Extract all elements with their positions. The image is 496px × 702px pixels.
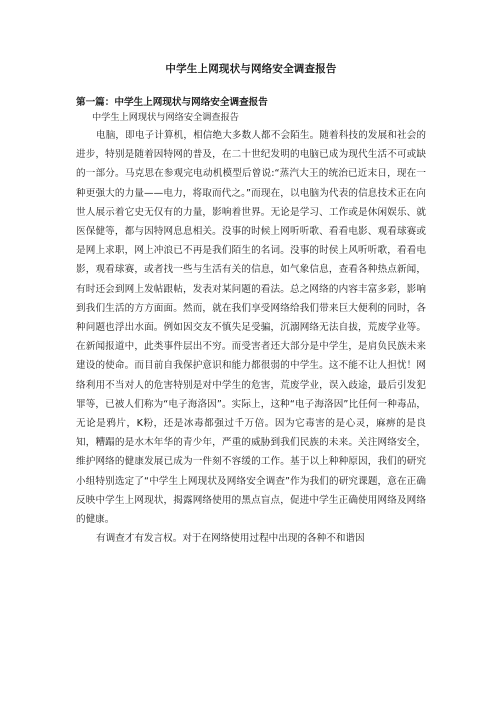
section-heading: 第一篇：中学生上网现状与网络安全调查报告 [76, 97, 268, 108]
body-paragraph-2: 有调查才有发言权。对于在网络使用过程中出现的各种不和谐因 [96, 533, 365, 545]
sub-heading: 中学生上网现状与网络安全调查报告 [92, 112, 239, 123]
body-paragraph-1: 电脑，即电子计算机，相信绝大多数人都不会陌生。随着科技的发展和社会的进步，特别是随着因特网的普及，在二十世纪发明的电脑已成为现代生活不可或缺的一部分。马克思在参观完电动机模型后曾说:“蒸汽大王的统治已近末日，现在一种更强大的力量——电力，将取而代之。”而现在，以电脑为代表的信息技术正在向世人展示着它史无仅有的力量，影响着世界。无论是学习、工作或是休闲娱乐、就医保健等，都与因特网息息相关。没事的时候上网听听歌、看看电影、观看球赛或是网上求职，网上冲浪已不再是我们陌生的名词。没事的时侯上风听听歌，看看电影，观看球赛，或者找一些与生活有关的信息，如气象信息，查看各种热点新闻，有时还会到网上发帖跟帖，发表对某问题的看法。总之网络的内容丰富多彩，影响到我们生活的方方面面。然而，就在我们享受网络给我们带来巨大便利的同时，各种问题也浮出水面。例如因交友不慎失足受骗，沉溺网络无法自拔，荒废学业等。在新闻报道中，此类事件层出不穷。而受害者还大部分是中学生，是肩负民族未来建设的使命。而目前自我保护意识和能力都很弱的中学生。这不能不让人担忧！网络利用不当对人的危害特别是对中学生的危害，荒废学业，误入歧途，最后引发犯罪等，已被人们称为“电子海洛因”。实际上，这种“电子海洛因”比任何一种毒品，无论是鸦片，K粉，还是冰毒都强过千万倍。因为它毒害的是心灵，麻痹的是良知，糟蹋的是水木年华的青少年，严重的威胁到我们民族的未来。关注网络安全，维护网络的健康发展已成为一件刻不容缓的工作。基于以上种种原因，我们的研究小组特别选定了“中学生上网现状及网络安全调查”作为我们的研究课题，意在正确反映中学生上网现状，揭露网络使用的黑点盲点，促进中学生正确使用网络及网络的健康。 [76, 130, 426, 526]
document-page [76, 62, 426, 548]
document-title: 中学生上网现状与网络安全调查报告 [165, 63, 337, 75]
